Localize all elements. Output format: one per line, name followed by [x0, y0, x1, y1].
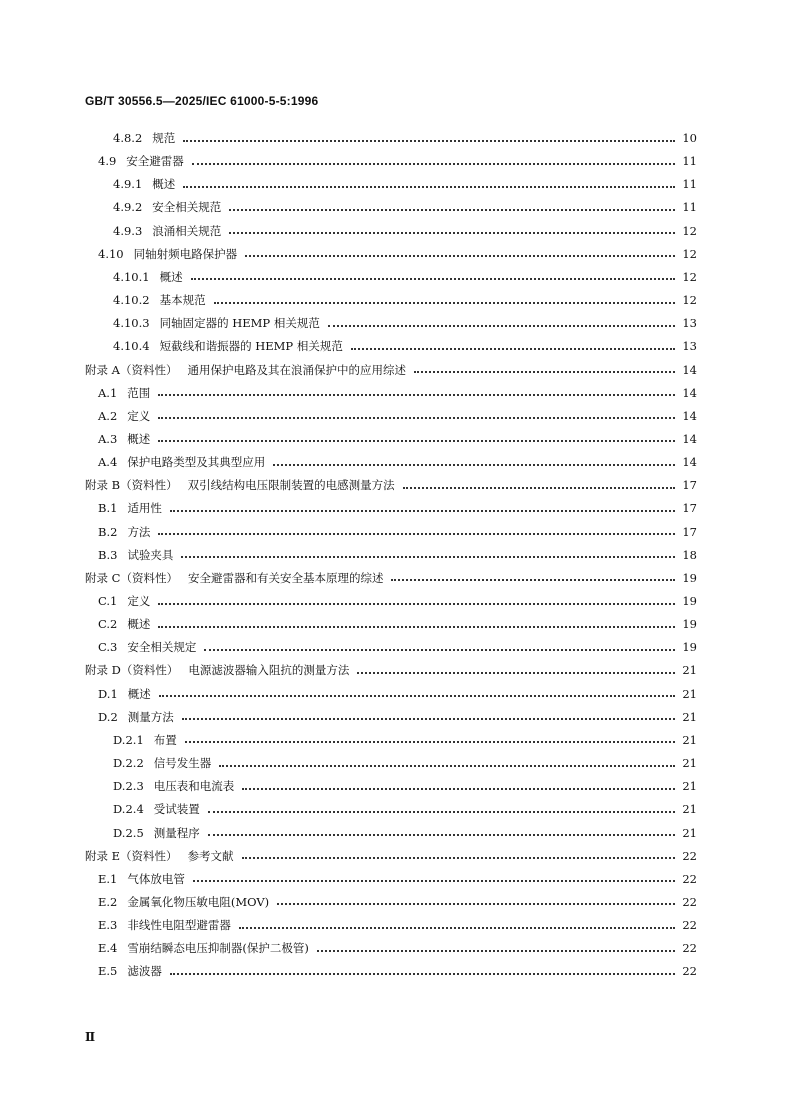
toc-entry[interactable]: [113, 197, 697, 217]
toc-entry[interactable]: [85, 360, 697, 380]
toc-dot-leader: [183, 185, 675, 188]
toc-entry[interactable]: [98, 637, 697, 657]
toc-entry-number: E.2: [98, 894, 118, 909]
toc-entry-title: 气体放电管: [127, 871, 185, 886]
toc-entry-title: 概述: [159, 269, 183, 284]
toc-entry-title: 测量方法: [127, 709, 174, 724]
document-header: GB/T 30556.5—2025/IEC 61000-5-5:1996: [85, 94, 319, 108]
toc-dot-leader: [277, 902, 675, 905]
toc-entry-number: A.2: [98, 408, 118, 423]
toc-dot-leader: [158, 625, 675, 628]
toc-entry[interactable]: [98, 961, 697, 981]
toc-dot-leader: [158, 602, 675, 605]
toc-entry-title: 参考文献: [187, 848, 234, 863]
toc-dot-leader: [185, 740, 675, 743]
toc-entry-title: 滤波器: [127, 964, 162, 979]
toc-entry-page: 21: [682, 709, 697, 724]
toc-entry-page: 13: [682, 316, 697, 331]
toc-entry-page: 22: [682, 871, 697, 886]
toc-entry-number: D.2: [98, 709, 118, 724]
toc-dot-leader: [214, 301, 675, 304]
toc-entry-title: 概述: [127, 686, 151, 701]
toc-entry[interactable]: [98, 892, 697, 912]
toc-entry[interactable]: [113, 313, 697, 333]
toc-entry-title: 概述: [127, 431, 151, 446]
toc-dot-leader: [158, 532, 675, 535]
toc-entry[interactable]: [113, 267, 697, 287]
toc-entry[interactable]: [98, 498, 697, 518]
toc-entry-number: 4.10: [98, 246, 124, 261]
toc-entry-page: 17: [682, 478, 697, 493]
toc-entry-page: 19: [682, 594, 697, 608]
toc-entry-page: 11: [682, 154, 697, 169]
toc-entry-page: 11: [682, 200, 697, 215]
toc-entry-page: 12: [682, 269, 697, 284]
toc-entry[interactable]: [98, 614, 697, 634]
toc-entry-page: 14: [682, 385, 697, 400]
toc-entry-number: A.4: [98, 455, 118, 470]
toc-entry-page: 14: [682, 362, 697, 377]
toc-entry-page: 21: [682, 686, 697, 701]
toc-entry-title: 规范: [152, 131, 176, 145]
toc-entry-page: 12: [682, 293, 697, 308]
toc-entry[interactable]: [113, 336, 697, 356]
toc-entry-page: 21: [682, 825, 697, 840]
toc-dot-leader: [170, 972, 675, 975]
toc-entry-number: E.5: [98, 964, 118, 979]
toc-entry-page: 19: [682, 617, 697, 632]
toc-dot-leader: [193, 879, 675, 882]
toc-entry-page: 17: [682, 501, 697, 516]
toc-entry[interactable]: [98, 522, 697, 542]
toc-entry-title: 安全避雷器: [126, 154, 184, 169]
toc-entry-number: D.2.2: [113, 756, 144, 771]
toc-dot-leader: [273, 463, 675, 466]
toc-entry[interactable]: [113, 290, 697, 310]
toc-entry-number: 4.8.2: [113, 131, 143, 145]
toc-entry-title: 试验夹具: [127, 547, 174, 562]
toc-entry-page: 22: [682, 941, 697, 956]
toc-entry-number: 附录 D（资料性）: [85, 663, 179, 678]
toc-dot-leader: [239, 926, 675, 929]
toc-entry-title: 概述: [152, 177, 176, 192]
toc-entry-number: B.2: [98, 524, 118, 539]
toc-dot-leader: [242, 856, 675, 859]
toc-entry-number: B.1: [98, 501, 118, 516]
toc-dot-leader: [229, 231, 675, 234]
toc-entry[interactable]: [113, 799, 697, 819]
toc-entry-number: 4.9.1: [113, 177, 143, 192]
toc-dot-leader: [317, 949, 675, 952]
toc-dot-leader: [181, 555, 675, 558]
toc-dot-leader: [208, 833, 675, 836]
toc-dot-leader: [245, 254, 675, 257]
toc-entry-number: 4.10.2: [113, 293, 150, 308]
toc-entry[interactable]: [98, 545, 697, 565]
toc-entry-title: 概述: [127, 617, 151, 632]
toc-entry-title: 受试装置: [153, 802, 200, 817]
toc-entry-page: 21: [682, 732, 697, 747]
toc-entry[interactable]: [113, 174, 697, 194]
toc-dot-leader: [192, 162, 675, 165]
toc-entry[interactable]: [98, 707, 697, 727]
toc-entry-title: 非线性电阻型避雷器: [127, 918, 231, 933]
toc-entry[interactable]: [98, 684, 697, 704]
toc-entry-number: E.4: [98, 941, 118, 956]
toc-dot-leader: [229, 208, 675, 211]
toc-entry[interactable]: [98, 406, 697, 426]
toc-entry-number: 4.10.3: [113, 316, 150, 331]
toc-entry-number: D.2.1: [113, 732, 144, 747]
toc-entry-number: A.1: [98, 385, 118, 400]
toc-entry[interactable]: [113, 776, 697, 796]
toc-entry-number: D.1: [98, 686, 118, 701]
toc-entry-title: 安全相关规定: [127, 640, 197, 655]
toc-entry-title: 雪崩结瞬态电压抑制器(保护二极管): [127, 941, 309, 956]
toc-entry-page: 14: [682, 455, 697, 470]
toc-entry-number: E.3: [98, 918, 118, 933]
toc-entry-page: 10: [682, 131, 697, 145]
toc-dot-leader: [403, 486, 675, 489]
toc-entry-number: B.3: [98, 547, 118, 562]
toc-dot-leader: [158, 416, 675, 419]
toc-entry-page: 21: [682, 779, 697, 794]
toc-entry-number: 4.10.4: [113, 339, 150, 354]
toc-entry[interactable]: [85, 568, 697, 588]
toc-entry-page: 17: [682, 524, 697, 539]
toc-entry-page: 14: [682, 408, 697, 423]
toc-entry-title: 测量程序: [153, 825, 200, 840]
toc-entry-title: 同轴射频电路保护器: [133, 246, 238, 261]
toc-entry-number: 附录 B（资料性）: [85, 478, 178, 493]
toc-entry-number: C.1: [98, 594, 118, 608]
toc-entry-page: 21: [682, 756, 697, 771]
toc-entry-title: 定义: [127, 594, 151, 608]
toc-dot-leader: [242, 787, 675, 790]
toc-entry-page: 22: [682, 918, 697, 933]
toc-entry-title: 适用性: [127, 501, 162, 516]
toc-entry-number: D.2.4: [113, 802, 144, 817]
toc-dot-leader: [391, 578, 675, 581]
toc-entry-title: 电源滤波器输入阻抗的测量方法: [188, 663, 350, 678]
toc-entry[interactable]: [98, 151, 697, 171]
toc-entry-page: 12: [682, 246, 697, 261]
toc-entry-page: 22: [682, 848, 697, 863]
toc-dot-leader: [208, 810, 675, 813]
toc-dot-leader: [219, 764, 675, 767]
toc-entry-number: 4.10.1: [113, 269, 150, 284]
toc-entry-number: 4.9.3: [113, 223, 143, 238]
toc-dot-leader: [414, 370, 675, 373]
toc-dot-leader: [204, 648, 675, 651]
toc-entry-number: 附录 E（资料性）: [85, 848, 178, 863]
toc-entry-title: 短截线和谐振器的 HEMP 相关规范: [159, 339, 343, 354]
toc-entry[interactable]: [98, 591, 697, 611]
toc-entry[interactable]: [113, 128, 697, 148]
toc-entry-page: 21: [682, 802, 697, 817]
toc-entry[interactable]: [98, 938, 697, 958]
toc-entry-title: 金属氧化物压敏电阻(MOV): [127, 894, 270, 909]
toc-entry-title: 同轴固定器的 HEMP 相关规范: [159, 316, 320, 331]
toc-entry-title: 布置: [153, 732, 177, 747]
toc-entry-page: 22: [682, 894, 697, 909]
toc-entry[interactable]: [98, 244, 697, 264]
toc-entry[interactable]: [113, 730, 697, 750]
toc-entry[interactable]: [98, 915, 697, 935]
toc-entry-number: 4.9: [98, 154, 117, 169]
toc-entry-number: D.2.5: [113, 825, 144, 840]
toc-entry-number: A.3: [98, 431, 118, 446]
toc-entry-number: C.2: [98, 617, 118, 632]
toc-entry-title: 电压表和电流表: [153, 779, 235, 794]
toc-dot-leader: [351, 347, 675, 350]
toc-entry-title: 方法: [127, 524, 151, 539]
toc-entry-number: 4.9.2: [113, 200, 143, 215]
toc-entry[interactable]: [85, 475, 697, 495]
toc-dot-leader: [191, 277, 675, 280]
toc-entry-title: 浪涌相关规范: [152, 223, 222, 238]
toc-entry-number: 附录 A（资料性）: [85, 362, 178, 377]
toc-entry-title: 基本规范: [159, 293, 206, 308]
toc-entry-page: 13: [682, 339, 697, 354]
toc-entry-page: 19: [682, 640, 697, 655]
toc-entry-title: 安全避雷器和有关安全基本原理的综述: [187, 570, 384, 585]
toc-entry-title: 定义: [127, 408, 151, 423]
toc-dot-leader: [170, 509, 675, 512]
toc-entry[interactable]: [98, 869, 697, 889]
toc-entry-page: 19: [682, 570, 697, 585]
toc-entry-page: 14: [682, 431, 697, 446]
toc-dot-leader: [357, 671, 675, 674]
toc-entry-page: 18: [682, 547, 697, 562]
toc-entry-title: 保护电路类型及其典型应用: [127, 455, 266, 470]
toc-entry-number: D.2.3: [113, 779, 144, 794]
toc-dot-leader: [328, 324, 675, 327]
toc-dot-leader: [182, 717, 675, 720]
toc-entry-number: 附录 C（资料性）: [85, 570, 178, 585]
toc-entry[interactable]: [98, 452, 697, 472]
toc-entry-page: 21: [682, 663, 697, 678]
toc-entry-number: E.1: [98, 871, 118, 886]
toc-entry-number: C.3: [98, 640, 118, 655]
toc-entry-title: 通用保护电路及其在浪涌保护中的应用综述: [187, 362, 406, 377]
toc-entry[interactable]: [113, 823, 697, 843]
toc-entry-page: 12: [682, 223, 697, 238]
toc-entry[interactable]: [98, 429, 697, 449]
toc-dot-leader: [158, 393, 675, 396]
toc-entry-title: 双引线结构电压限制装置的电感测量方法: [187, 478, 395, 493]
toc-entry-page: 11: [682, 177, 697, 192]
toc-entry-title: 信号发生器: [153, 756, 212, 771]
toc-entry-page: 22: [682, 964, 697, 979]
toc-entry-title: 范围: [127, 385, 151, 400]
toc-entry-title: 安全相关规范: [152, 200, 222, 215]
toc-entry[interactable]: [98, 383, 697, 403]
toc-dot-leader: [159, 694, 675, 697]
toc-entry[interactable]: [113, 753, 697, 773]
toc-entry[interactable]: [113, 221, 697, 241]
toc-entry[interactable]: [85, 846, 697, 866]
toc-entry[interactable]: [85, 660, 697, 680]
toc-dot-leader: [183, 139, 675, 142]
toc-dot-leader: [158, 439, 675, 442]
page-number: Ⅱ: [85, 1030, 96, 1044]
